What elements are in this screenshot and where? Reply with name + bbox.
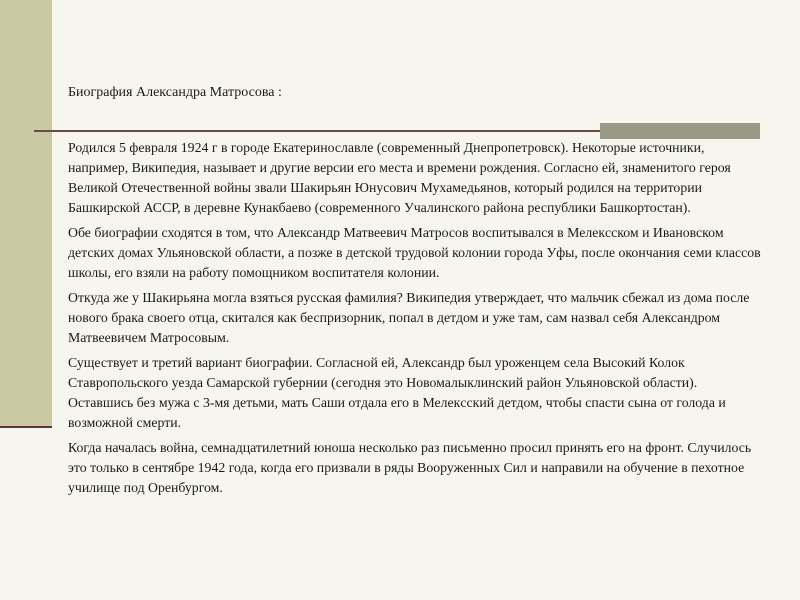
slide-body (68, 138, 764, 503)
paragraph-war: Когда началась война, семнадцатилетний юноша несколько раз письменно просил принять его на фронт. Случилось это только в сентябре 1942 года, когда его призвали в ряды Вооруженных Сил и направили на обучение в пехотное училище под Оренбургом. (68, 440, 752, 495)
decorative-sidebar (0, 0, 52, 427)
paragraph-surname: Откуда же у Шакирьяна могла взяться русская фамилия? Википедия утверждает, что мальчик сбежал из дома после нового брака своего отца, скитался как беспризорник, попал в детдом и уже там, сам назвал себя Александром Матвеевичем Матросовым. (68, 290, 750, 345)
paragraph-third-version: Существует и третий вариант биографии. Согласной ей, Александр был уроженцем села Высокий Колок Ставропольского уезда Самарской губернии (сегодня это Новомалыклинский район Ульяновской области). Оставшись без мужа с 3-мя детьми, мать Саши отдала его в Мелекcский детдом, чтобы спасти сына от голода и возможной смерти. (68, 355, 726, 430)
paragraph-birth: Родился 5 февраля 1924 г в городе Екатеринославле (современный Днепропетровск). Некоторые источники, например, Википедия, называет и другие версии его места и времени рождения. Согласно ей, знаменитого героя Великой Отечественной войны звали Шакирьян Юнусович Мухамедьянов, который родился на территории Башкирской АССР, в деревне Кунакбаево (современного Учалинского района республики Башкортостан). (68, 140, 731, 215)
sidebar-bottom-rule (0, 426, 52, 428)
paragraph-childhood: Обе биографии сходятся в том, что Александр Матвеевич Матросов воспитывался в Мелекcском и Ивановском детских домах Ульяновской области, а позже в детской трудовой колонии города Уфы, после окончания семи классов школы, его взяли на работу помощником воспитателя колонии. (68, 225, 761, 280)
title-divider-block (600, 123, 760, 139)
slide-title: Биография Александра Матросова : (68, 85, 282, 100)
